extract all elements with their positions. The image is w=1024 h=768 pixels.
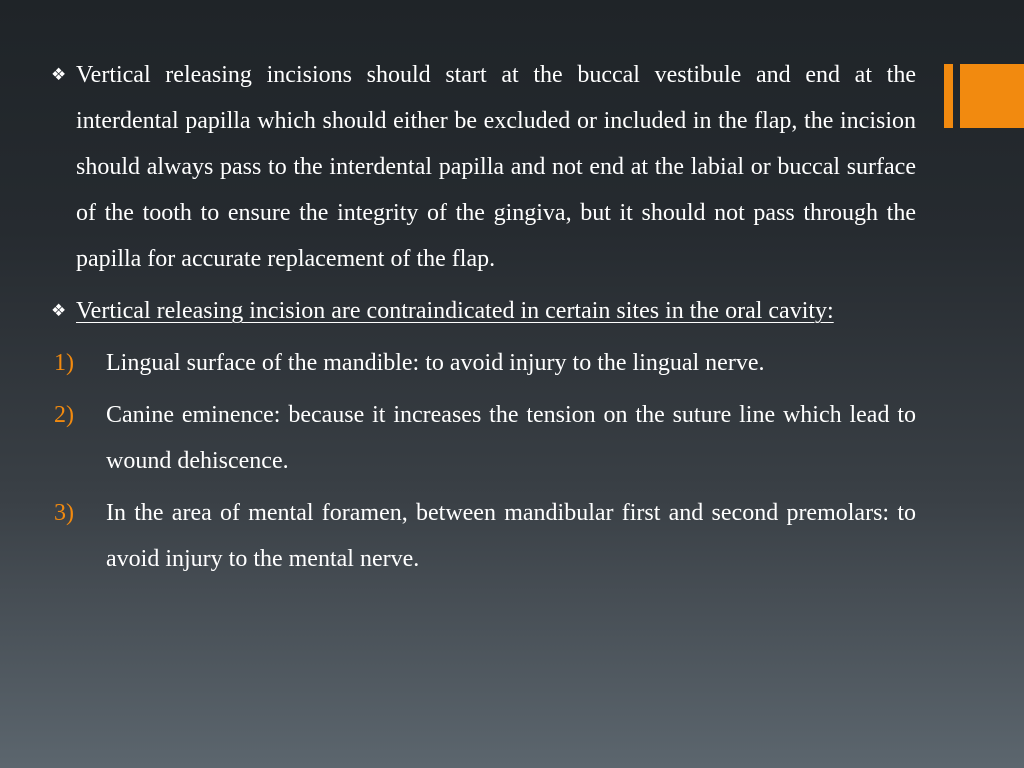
list-item-text: Canine eminence: because it increases the tension on the suture line which lead to wound dehiscence. <box>106 402 916 474</box>
accent-bar-thick <box>960 64 1024 128</box>
list-number: 2) <box>54 402 74 428</box>
list-number: 1) <box>54 350 74 376</box>
accent-bar-thin <box>944 64 953 128</box>
paragraph-text-underlined: Vertical releasing incision are contraindicated in certain sites in the oral cavity: <box>76 298 834 324</box>
diamond-bullet-icon: ❖ <box>51 301 67 321</box>
bullet-paragraph-1 <box>50 52 916 282</box>
paragraph-text: Vertical releasing incisions should start at the buccal vestibule and end at the interdental papilla which should either be excluded or included in the flap, the incision should always pass to the interdental papilla and not end at the labial or buccal surface of the tooth to ensure the integrity of the gingiva, but it should not pass through the papilla for accurate replacement of the flap. <box>76 62 916 272</box>
list-item-3 <box>50 490 916 582</box>
diamond-bullet-icon: ❖ <box>51 65 67 85</box>
slide-content <box>50 52 916 588</box>
list-item-text: Lingual surface of the mandible: to avoid injury to the lingual nerve. <box>106 350 765 376</box>
list-item-2 <box>50 392 916 484</box>
bullet-paragraph-2 <box>50 288 916 334</box>
list-item-text: In the area of mental foramen, between mandibular first and second premolars: to avoid injury to the mental nerve. <box>106 500 916 572</box>
list-item-1 <box>50 340 916 386</box>
list-number: 3) <box>54 500 74 526</box>
